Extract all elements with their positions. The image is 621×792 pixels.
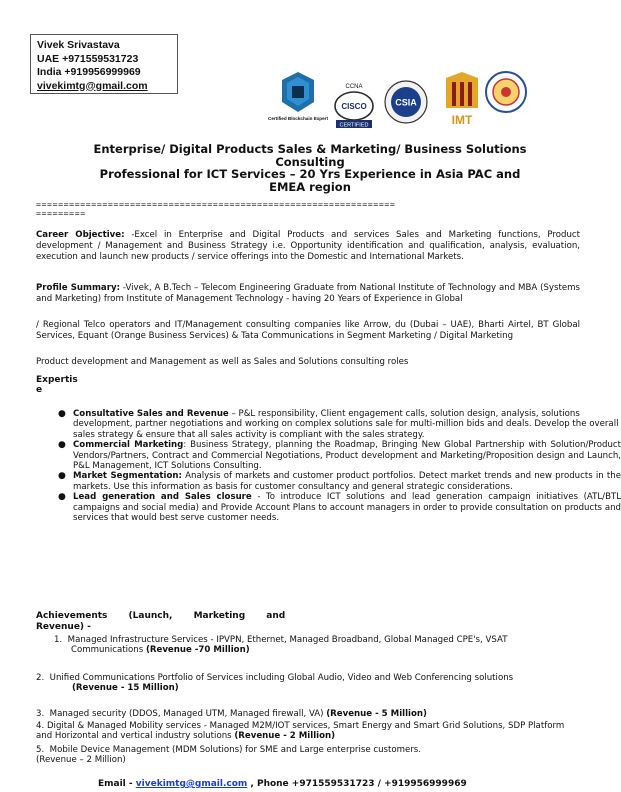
career-objective <box>36 230 580 263</box>
bullet-icon: ● <box>58 492 66 503</box>
achievement-text: Mobile Device Management (MDM Solutions) for SME and Large enterprise customers. <box>49 745 422 755</box>
rule-line-1: ================================================================= <box>36 199 396 209</box>
blockchain-badge-logo <box>268 72 328 121</box>
profile-line-3: Product development and Management as well as Sales and Solutions consulting roles <box>36 357 409 367</box>
cisco-certified-text: CERTIFIED <box>339 122 369 129</box>
career-text: -Excel in Enterprise and Digital Products and services Sales and Marketing functions, Product development / Management and Business Strategy i.e. Opportunity identification and qualification, analysis, evaluation, execution and launch new products / service offerings into the Domestic and International Markets. <box>36 230 580 262</box>
blockchain-label: Certified Blockchain Expert <box>268 116 328 121</box>
expertise-list <box>36 409 621 523</box>
achievement-cont: Communications <box>71 645 146 656</box>
achievement-text: Unified Communications Portfolio of Services including Global Audio, Video and Web Conferencing solutions <box>49 673 514 683</box>
expertise-item <box>58 409 621 440</box>
achievement-num: 1. <box>54 635 63 645</box>
csia-text: CSIA <box>395 97 417 108</box>
achievement-revenue: (Revenue - 5 Million) <box>326 709 427 719</box>
profile-line-2: / Regional Telco operators and IT/Management consulting companies like Arrow, du (Dubai – UAE), Bharti Airtel, BT Global Services, Equant (Orange Business Services) & Tata Communications in Segment Marketing / Digital Marketing <box>36 320 580 341</box>
achievement-item-2 <box>36 673 586 693</box>
achievement-item-4 <box>36 721 581 741</box>
achievement-revenue: (Revenue – 2 Million) <box>36 755 126 766</box>
separator-rule <box>36 200 395 218</box>
expertise-item-label: Market Segmentation: <box>73 471 182 482</box>
title-line-3: Professional for ICT Services – 20 Yrs Experience in Asia PAC and <box>99 167 521 181</box>
footer-suffix: , Phone +971559531723 / +919956999969 <box>247 779 467 789</box>
university-seal-logo <box>486 72 526 112</box>
title-line-1: Enterprise/ Digital Products Sales & Marketing/ Business Solutions <box>93 142 527 156</box>
achievement-revenue: (Revenue -70 Million) <box>145 645 250 656</box>
achievement-text: Digital & Managed Mobility services - Managed M2M/IOT services, Smart Energy and Smart Grid Solutions, SDP Platform and Horizontal and vertical industry solutions <box>36 721 565 742</box>
expertise-heading-a: Expertis <box>36 375 78 385</box>
expertise-item-text: - To introduce ICT solutions and lead generation campaign initiatives (ATL/BTL campaigns and social media) and Provide Account Plans to account managers in order to provide consultation on products and services that would best serve customer needs. <box>73 492 621 524</box>
bullet-icon: ● <box>58 409 66 419</box>
certification-logos <box>268 68 582 134</box>
expertise-item <box>58 440 621 472</box>
resume-title <box>40 143 580 193</box>
expertise-item-label: Consultative Sales and Revenue <box>73 409 229 419</box>
footer <box>98 779 467 789</box>
imt-text: IMT <box>451 113 473 127</box>
profile-label: Profile Summary: <box>36 283 121 293</box>
svg-text:Certified Blockchain Expert <box>268 116 328 121</box>
achievement-num: 2. <box>36 673 45 683</box>
achievement-num: 4. <box>36 721 45 731</box>
footer-prefix: Email - <box>98 779 136 789</box>
cisco-ccna-logo <box>335 84 373 129</box>
bullet-icon: ● <box>58 440 66 451</box>
expertise-item <box>58 492 621 524</box>
achievement-revenue: (Revenue - 15 Million) <box>72 683 179 694</box>
achievement-item-3 <box>36 709 586 719</box>
contact-box <box>30 34 178 94</box>
expertise-item <box>58 471 621 492</box>
rule-line-2: ========= <box>36 208 86 218</box>
expertise-item-text: : Business Strategy, planning the Roadmap, Bringing New Global Partnership with Solution/Product Vendors/Partners, Contract and Commercial Negotiations, Product development and Marketing/Proposition design and Launch, P&L Management, ICT Solutions Consulting. <box>73 440 621 472</box>
expertise-item-text: – P&L responsibility, Client engagement calls, solution design, analysis, solutions development, partner negotiations and working on complex solutions sale for multi-million bids and deals. Develop the overall sales strategy & ensure that all sales activity is compliant with the sales strategy. <box>73 409 619 440</box>
achievements-heading-b: Revenue) - <box>36 622 91 632</box>
achievement-text: Managed Infrastructure Services - IPVPN, Ethernet, Managed Broadband, Global Managed CPE's, VSAT <box>67 635 508 645</box>
imt-logo <box>446 72 478 127</box>
ccna-text: CCNA <box>345 84 363 90</box>
logos-svg <box>268 68 582 134</box>
achievement-num: 3. <box>36 709 45 719</box>
bullet-icon: ● <box>58 471 66 482</box>
title-line-2: Consulting <box>275 154 345 169</box>
expertise-item-text: Analysis of markets and customer product portfolios. Detect market trends and new products in the markets. Use this information as basis for customer consultancy and general strategic considerations. <box>73 471 621 492</box>
csia-logo <box>385 81 427 123</box>
expertise-heading-b: e <box>36 385 43 395</box>
achievement-item-5 <box>36 745 586 765</box>
cisco-text: CISCO <box>341 102 367 111</box>
career-label: Career Objective: <box>36 230 125 240</box>
achievements-heading <box>36 611 285 633</box>
contact-email-link[interactable]: vivekimtg@gmail.com <box>37 79 148 92</box>
expertise-item-label: Lead generation and Sales closure <box>73 492 252 503</box>
achievements-heading-a: Achievements (Launch, Marketing and <box>36 611 286 621</box>
expertise-item-label: Commercial Marketing <box>73 440 184 451</box>
expertise-heading <box>36 375 78 395</box>
contact-name: Vivek Srivastava <box>37 39 120 51</box>
title-line-4: EMEA region <box>269 179 351 194</box>
profile-summary-cont <box>36 320 580 342</box>
achievement-revenue: (Revenue - 2 Million) <box>234 731 336 742</box>
achievement-text: Managed security (DDOS, Managed UTM, Managed firewall, VA) <box>49 709 327 719</box>
profile-summary <box>36 283 580 305</box>
profile-summary-cont-2 <box>36 357 580 368</box>
achievement-item-1 <box>36 635 584 655</box>
profile-text: -Vivek, A B.Tech – Telecom Engineering Graduate from National Institute of Technology and MBA (Systems and Marketing) from Institute of Management Technology - having 20 Years of Experience in Global <box>36 283 580 304</box>
contact-uae-phone: UAE +971559531723 <box>37 52 139 65</box>
footer-email-link[interactable]: vivekimtg@gmail.com <box>135 779 248 789</box>
achievement-num: 5. <box>36 745 45 755</box>
contact-india-phone: India +919956999969 <box>37 66 141 78</box>
